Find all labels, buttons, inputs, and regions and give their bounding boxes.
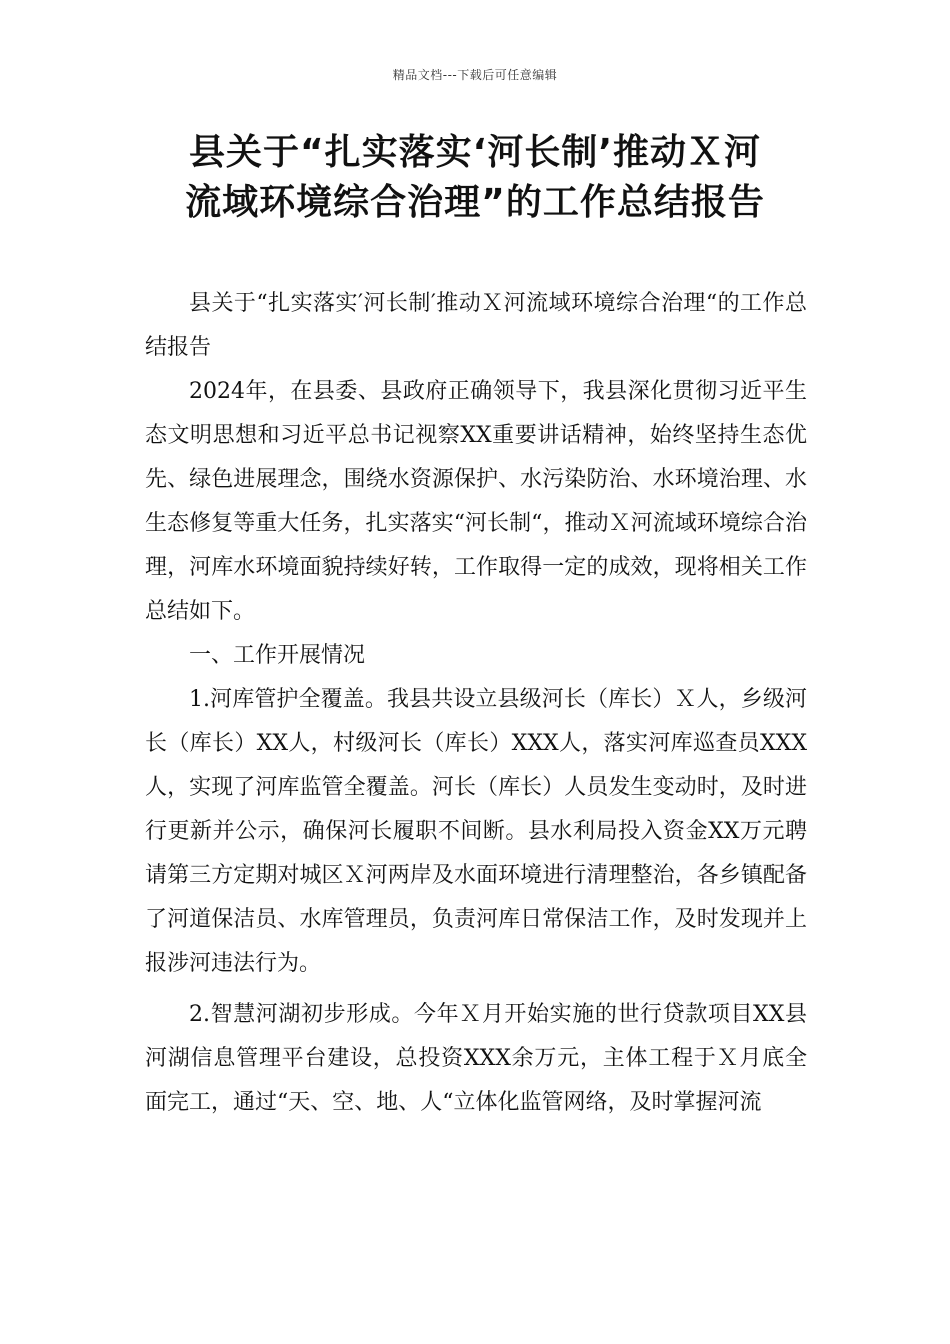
document-title: [130, 128, 820, 228]
title-line-2: 流域环境综合治理”的工作总结报告: [185, 182, 765, 223]
section-heading: 一、工作开展情况: [189, 643, 366, 668]
paragraph-subtitle: 县关于“扎实落实′河长制′推动Ｘ河流域环境综合治理“的工作总结报告: [145, 291, 807, 360]
header-note: 精品文档---下载后可任意编辑: [392, 68, 558, 82]
paragraph-intro: 2024年，在县委、县政府正确领导下，我县深化贯彻习近平生态文明思想和习近平总书记视察XX重要讲话精神，始终坚持生态优先、绿色进展理念，围绕水资源保护、水污染防治、水环境治理、水生态修复等重大任务，扎实落实“河长制“，推动Ｘ河流域环境综合治理，河库水环境面貌持续好转，工作取得一定的成效，现将相关工作总结如下。: [145, 379, 807, 624]
title-line-1: 县关于“扎实落实‘河长制’推动Ｘ河: [188, 132, 761, 173]
paragraph-item-2: 2.智慧河湖初步形成。今年Ｘ月开始实施的世行贷款项目XX县河湖信息管理平台建设，总投资XXX余万元，主体工程于Ｘ月底全面完工，通过“天、空、地、人“立体化监管网络，及时掌握河流: [145, 1002, 807, 1115]
paragraph-item-1: 1.河库管护全覆盖。我县共设立县级河长（库长）Ｘ人，乡级河长（库长）XX人，村级河长（库长）XXX人，落实河库巡查员XXX人，实现了河库监管全覆盖。河长（库长）人员发生变动时，及时进行更新并公示，确保河长履职不间断。县水利局投入资金XX万元聘请第三方定期对城区Ｘ河两岸及水面环境进行清理整治，各乡镇配备了河道保洁员、水库管理员，负责河库日常保洁工作，及时发现并上报涉河违法行为。: [145, 687, 807, 976]
document-body: [145, 282, 807, 1125]
